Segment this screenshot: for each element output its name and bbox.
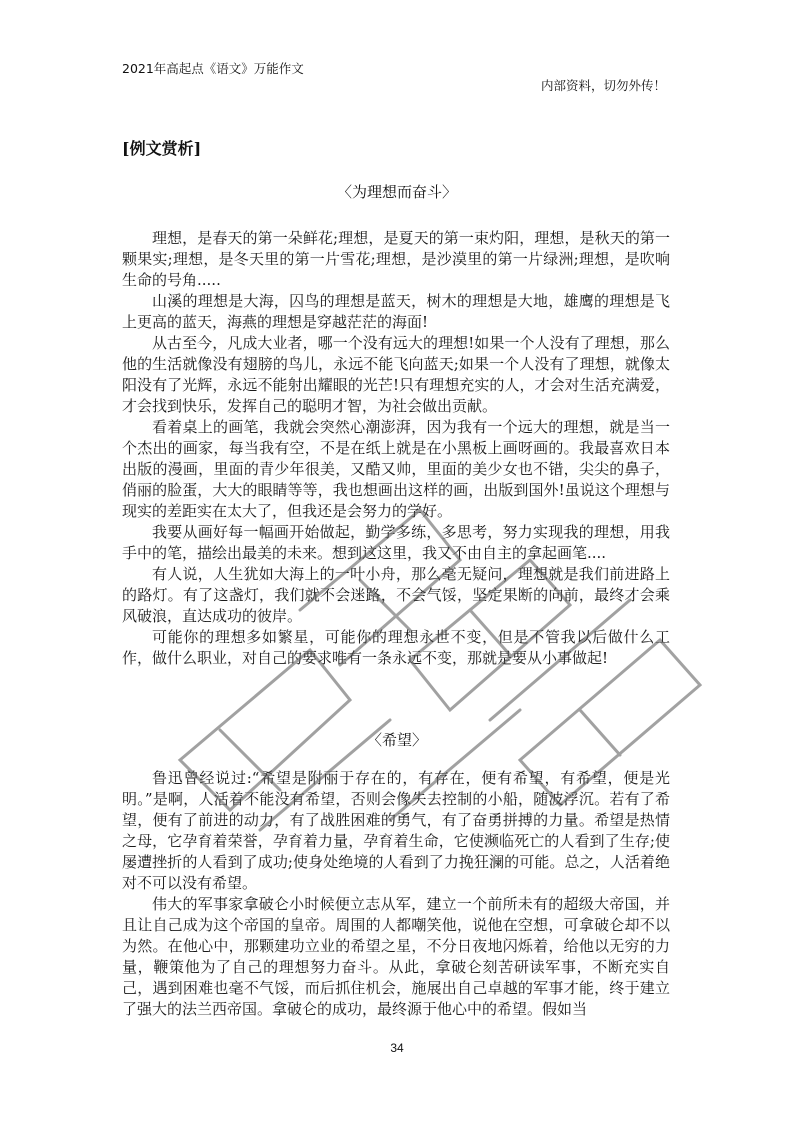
essay1-paragraph: 理想，是春天的第一朵鲜花;理想，是夏天的第一束灼阳，理想，是秋天的第一颗果实;理想，是冬天里的第一片雪花;理想，是沙漠里的第一片绿洲;理想，是吹响生命的号角..... [122,229,670,289]
essay2-paragraph: 伟大的军事家拿破仑小时候便立志从军，建立一个前所未有的超级大帝国，并且让自己成为这个帝国的皇帝。周围的人都嘲笑他，说他在空想，可拿破仑却不以为然。在他心中，那颗建功立业的希望之星，不分日夜地闪烁着，给他以无穷的力量，鞭策他为了自己的理想努力奋斗。从此，拿破仑刻苦研读军事，不断充实自己，遇到困难也毫不气馁，而后抓住机会，施展出自己卓越的军事才能，终于建立了强大的法兰西帝国。拿破仑的成功，最终源于他心中的希望。假如当 [122,895,670,1018]
page-number: 34 [390,1041,404,1055]
essay2-paragraph: 鲁迅曾经说过:“希望是附丽于存在的，有存在，便有希望，有希望，便是光明。”是啊，人活着不能没有希望，否则会像失去控制的小船，随波浮沉。若有了希望，便有了前进的动力，有了战胜困难的勇气，有了奋勇拼搏的力量。希望是热情之母，它孕育着荣誉，孕育着力量，孕育着生命，它使濒临死亡的人看到了生存;使屡遭挫折的人看到了成功;使身处绝境的人看到了力挽狂澜的可能。总之，人活着绝对不可以没有希望。 [122,769,670,892]
essay1-title: 〈为理想而奋斗〉 [336,183,457,201]
essay1-body [122,228,670,669]
essay1-paragraph: 看着桌上的画笔，我就会突然心潮澎湃，因为我有一个远大的理想，就是当一个杰出的画家，每当我有空，不是在纸上就是在小黑板上画呀画的。我最喜欢日本出版的漫画，里面的青少年很美，又酷又帅，里面的美少女也不错，尖尖的鼻子，俏丽的脸蛋，大大的眼睛等等，我也想画出这样的画，出版到国外!虽说这个理想与现实的差距实在太大了，但我还是会努力的学好。 [122,418,670,520]
header-confidential-notice: 内部资料，切勿外传！ [540,78,666,93]
essay1-paragraph: 我要从画好每一幅画开始做起，勤学多练，多思考，努力实现我的理想，用我手中的笔，描绘出最美的未来。想到这这里，我又不由自主的拿起画笔.... [122,523,670,562]
essay1-paragraph: 从古至今，凡成大业者，哪一个没有远大的理想!如果一个人没有了理想，那么他的生活就像没有翅膀的鸟儿，永远不能飞向蓝天;如果一个人没有了理想，就像太阳没有了光辉，永远不能射出耀眼的光芒!只有理想充实的人，才会对生活充满爱，才会找到快乐，发挥自己的聪明才智，为社会做出贡献。 [122,334,670,415]
essay1-paragraph: 有人说，人生犹如大海上的一叶小舟，那么毫无疑问，理想就是我们前进路上的路灯。有了这盏灯，我们就不会迷路，不会气馁，坚定果断的向前，最终才会乘风破浪，直达成功的彼岸。 [122,565,670,625]
essay1-paragraph: 山溪的理想是大海，囚鸟的理想是蓝天，树木的理想是大地，雄鹰的理想是飞上更高的蓝天，海燕的理想是穿越茫茫的海面! [122,292,670,331]
section-heading: [例文赏析] [122,139,202,158]
essay1-paragraph: 可能你的理想多如繁星，可能你的理想永世不变，但是不管我以后做什么工作，做什么职业，对自己的要求唯有一条永远不变，那就是要从小事做起! [122,628,670,667]
essay2-title: 〈希望〉 [366,731,427,749]
essay2-body [122,768,670,1020]
header-document-title: 2021年高起点《语文》万能作文 [122,61,304,76]
